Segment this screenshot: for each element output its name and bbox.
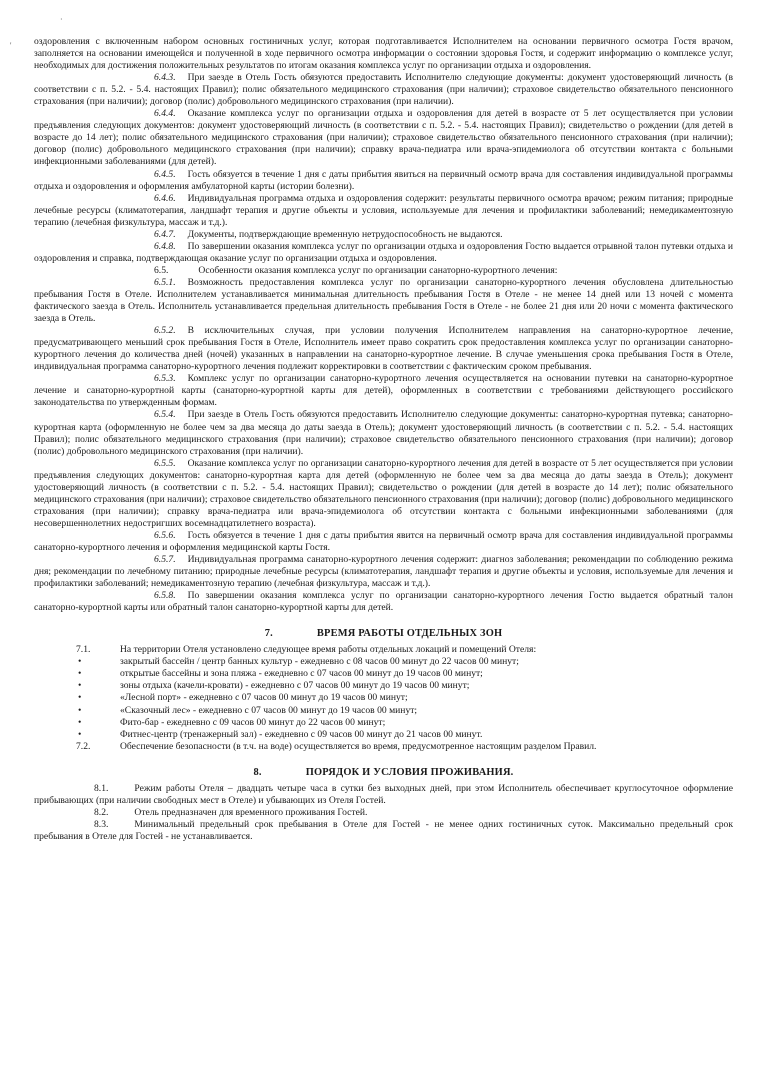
list-item	[34, 692, 733, 704]
list-item-text: закрытый бассейн / центр банных культур - ежедневно с 08 часов 00 минут до 22 часов 00 минут;	[120, 656, 519, 668]
clause-text: При заезде в Отель Гость обязуются предоставить Исполнителю следующие документы: документ удостоверяющий личность (в соответствии с п. 5.2. - 5.4. настоящих Правил); полис обязательного медицинского страхования (при наличии); страховое свидетельство обязательного пенсионного страхования (при наличии); договор (полис) добровольного медицинского страхования (при наличии).	[34, 72, 733, 108]
list-item-text: «Сказочный лес» - ежедневно с 07 часов 00 минут до 19 часов 00 минут;	[120, 704, 418, 716]
section-title-text: ПОРЯДОК И УСЛОВИЯ ПРОЖИВАНИЯ.	[305, 766, 514, 778]
clause-number: 6.5.5.	[154, 457, 176, 469]
section-8-heading	[34, 767, 733, 779]
clause-number: 6.4.3.	[154, 72, 176, 84]
clause-number: 6.4.4.	[154, 108, 176, 120]
clause-text: На территории Отеля установлено следующее время работы отдельных локаций и помещений Отеля:	[120, 644, 537, 656]
clause-8-3	[34, 819, 733, 843]
clause-8-1	[34, 783, 733, 807]
clause-number: 6.5.	[154, 264, 169, 276]
clause-number: 8.2.	[94, 806, 109, 818]
clause-number: 7.2.	[76, 740, 91, 752]
intro-paragraph: оздоровления с включенным набором основных гостиничных услуг, которая подготавливается Исполнителем на основании первичного осмотра Гостя врачом, заполняется на основании имеющейся и полученной в ходе первичного осмотра информации о состоянии здоровья Гостя, и содержит информацию о комплексе услуг, необходимых для достижения положительных результатов по итогам оказания комплекса услуг по организации отдыха и оздоровления.	[34, 36, 733, 72]
bullet-icon: •	[78, 680, 82, 692]
clause-6-4-6	[34, 193, 733, 229]
clause-text: По завершении оказания комплекса услуг по организации санаторно-курортного лечения Гостю выдается обратный талон санаторно-курортной карты или обратный талон санаторно-курортной карты для детей.	[34, 590, 733, 614]
clause-text: Обеспечение безопасности (в т.ч. на воде) осуществляется во время, предусмотренное настоящим разделом Правил.	[120, 740, 597, 752]
clause-6-4-5	[34, 169, 733, 193]
clause-number: 6.5.6.	[154, 529, 176, 541]
clause-text: Минимальный предельный срок пребывания в Отеле для Гостей - не менее одних гостиничных суток. Максимально предельный срок пребывания в Отеле для Гостей - не устанавливается.	[34, 818, 733, 842]
clause-number: 7.1.	[76, 644, 91, 656]
clause-text: Индивидуальная программа санаторно-курортного лечения содержит: диагноз заболевания; рекомендации по соблюдению режима дня; рекомендации по лечебному питанию; природные лечебные ресурсы (климатотерапия, ландшафт терапия и другие объекты и условия, используемые для лечения и профилактики заболеваний; немедикаментозную терапию (лечебная физкультура, массаж и т.д.).	[34, 554, 733, 590]
clause-number: 6.5.8.	[154, 590, 176, 602]
clause-number: 6.5.3.	[154, 373, 176, 385]
clause-text: Особенности оказания комплекса услуг по организации санаторно-курортного лечения:	[198, 264, 558, 276]
bullet-icon: •	[78, 716, 82, 728]
clause-number: 8.3.	[94, 818, 109, 830]
section-number: 8.	[253, 766, 262, 778]
clause-8-2	[34, 807, 733, 819]
clause-number: 6.5.4.	[154, 409, 176, 421]
clause-7-2	[34, 741, 733, 753]
clause-number: 6.5.1.	[154, 276, 176, 288]
clause-number: 6.5.2.	[154, 325, 176, 337]
clause-text: Комплекс услуг по организации санаторно-курортного лечения осуществляется на основании путевки на санаторно-курортное лечение и санаторно-курортной карты (санаторно-курортной карты для детей), оформленных в соответствии с требованиями действующего российского законодательства по утвержденным формам.	[34, 373, 733, 409]
clause-6-5	[34, 265, 733, 277]
section-8-body	[34, 783, 733, 843]
clause-number: 6.4.5.	[154, 168, 176, 180]
hours-list	[34, 656, 733, 740]
list-item-text: «Лесной порт» - ежедневно с 07 часов 00 минут до 19 часов 00 минут;	[120, 692, 408, 704]
list-item	[34, 668, 733, 680]
list-item	[34, 729, 733, 741]
clause-6-5-2	[34, 325, 733, 373]
clause-7-1	[34, 644, 733, 656]
list-item	[34, 656, 733, 668]
clause-6-4-8	[34, 241, 733, 265]
list-item	[34, 705, 733, 717]
clause-text: Оказание комплекса услуг по организации санаторно-курортного лечения для детей в возрасте от 5 лет осуществляется при условии предъявления следующих документов: санаторно-курортная карта для детей (оформленную не более чем за два месяца до даты заезда в Отель); документ удостоверяющий личность (в соответствии с п. 5.2. - 5.4. настоящих Правил); свидетельство о рождении (для детей в возрасте до 14 лет); полис обязательного медицинского страхования (при наличии); страховое свидетельство обязательного пенсионного страхования (при наличии); договор (полис) добровольного медицинского страхования (при наличии); справку врача-педиатра или врача-эпидемиолога об отсутствии контакта с больными инфекционными заболеваниями (для несовершеннолетних недостригших восемнадцатилетнего возраста).	[34, 457, 733, 529]
bullet-icon: •	[78, 692, 82, 704]
clause-6-4-4	[34, 108, 733, 168]
clause-6-5-6	[34, 530, 733, 554]
clause-6-5-7	[34, 554, 733, 590]
scan-mark: ·	[60, 15, 63, 24]
clause-text: Режим работы Отеля – двадцать четыре часа в сутки без выходных дней, при этом Исполнитель обеспечивает круглосуточное оформление прибывающих (при наличии свободных мест в Отеле) и убывающих из Отеля Гостей.	[34, 782, 733, 806]
clause-6-4-3	[34, 72, 733, 108]
list-item	[34, 680, 733, 692]
section-title-text: ВРЕМЯ РАБОТЫ ОТДЕЛЬНЫХ ЗОН	[316, 628, 503, 640]
clause-text: При заезде в Отель Гость обязуются предоставить Исполнителю следующие документы: санаторно-курортная путевка; санаторно-курортная карта (оформленную не более чем за два месяца до даты заезда в Отель); документ удостоверяющий личность (в соответствии с п. 5.2. - 5.4. настоящих Правил); полис обязательного медицинского страхования (при наличии); страховое свидетельство обязательного пенсионного страхования (при наличии); договор (полис) добровольного медицинского страхования (при наличии).	[34, 409, 733, 457]
list-item-text: Фито-бар - ежедневно с 09 часов 00 минут до 22 часов 00 минут;	[120, 716, 386, 728]
clause-text: В исключительных случая, при условии получения Исполнителем направления на санаторно-курортное лечение, предусматривающего меньший срок пребывания Гостя в Отеле, Исполнитель имеет право сократить срок предоставления комплекса услуг по организации санаторно-курортного лечения до количества дней (ночей) указанных в направлении на санаторно-курортное лечение. В случае уменьшения срока пребывания Гостя в Отеле, индивидуальная программа санаторно-курортного лечения подлежит корректировки в соответствии с фактическим сроком пребывания.	[34, 325, 733, 373]
clause-text: Гость обязуется в течение 1 дня с даты прибытия явится на первичный осмотр врача для составления индивидуальной программы санаторно-курортного лечения и оформления медицинской карты Гостя.	[34, 529, 733, 553]
bullet-icon: •	[78, 728, 82, 740]
clause-text: Индивидуальная программа отдыха и оздоровления содержит: результаты первичного осмотра врачом; режим питания; природные лечебные ресурсы (климатотерапия, ландшафт терапия и другие объекты и условия, используемые для лечения и профилактики заболеваний; немедикаментозную терапию (лечебная физкультура, массаж и т.д.).	[34, 192, 733, 228]
bullet-icon: •	[78, 704, 82, 716]
scan-mark: '	[10, 41, 12, 50]
clause-number: 8.1.	[94, 782, 109, 794]
clause-text: Гость обязуется в течение 1 дня с даты прибытия явиться на первичный осмотр врача для составления индивидуальной программы отдыха и оздоровления и оформления амбулаторной карты (истории болезни).	[34, 168, 733, 192]
clause-number: 6.4.7.	[154, 228, 176, 240]
section-number: 7.	[264, 628, 273, 640]
list-item-text: зоны отдыха (качели-кровати) - ежедневно с 07 часов 00 минут до 19 часов 00 минут;	[120, 680, 470, 692]
clause-text: Отель предназначен для временного проживания Гостей.	[134, 806, 368, 818]
clause-6-4-7	[34, 229, 733, 241]
bullet-icon: •	[78, 668, 82, 680]
list-item	[34, 717, 733, 729]
clause-text: Оказание комплекса услуг по организации отдыха и оздоровления для детей в возрасте от 5 лет осуществляется при условии предъявления следующих документов: документ удостоверяющий личность (в соответствии с п. 5.2. - 5.4. настоящих Правил); свидетельство о рождении (для детей в возрасте до 14 лет); полис обязательного медицинского страхования (при наличии); страховое свидетельство обязательного пенсионного страхования (при наличии); договор (полис) добровольного медицинского страхования (при наличии); справку врача-педиатра или врача-эпидемиолога об отсутствии контакта с больными инфекционными заболеваниями (для детей).	[34, 108, 733, 168]
bullet-icon: •	[78, 656, 82, 668]
list-item-text: Фитнес-центр (тренажерный зал) - ежедневно с 09 часов 00 минут до 21 часов 00 минут.	[120, 728, 483, 740]
clause-text: По завершении оказания комплекса услуг по организации отдыха и оздоровления Гостю выдается отрывной талон путевки отдыха и оздоровления и справка, подтверждающая оказание услуг по организации отдыха и оздоровления.	[34, 240, 733, 264]
clause-number: 6.4.6.	[154, 192, 176, 204]
clause-6-5-5	[34, 458, 733, 530]
section-7-heading	[34, 628, 733, 640]
clause-text: Возможность предоставления комплекса услуг по организации санаторно-курортного лечения обусловлена длительностью пребывания Гостя в Отеле. Исполнителем устанавливается минимальная длительность пребывания Гостя в Отеле - не менее 14 дней или 13 ночей с момента фактического заезда в Отель. Исполнитель устанавливается предельная длительность пребывания Гостя в Отеле - не более 21 дня или 20 ночи с момента фактического заезда в Отель.	[34, 276, 733, 325]
clause-6-5-4	[34, 409, 733, 457]
clause-number: 6.4.8.	[154, 240, 176, 252]
clause-6-5-1	[34, 277, 733, 325]
clause-text: Документы, подтверждающие временную нетрудоспособность не выдаются.	[187, 228, 503, 240]
clause-number: 6.5.7.	[154, 554, 176, 566]
list-item-text: открытые бассейны и зона пляжа - ежедневно с 07 часов 00 минут до 19 часов 00 минут;	[120, 668, 483, 680]
clause-6-5-3	[34, 373, 733, 409]
clause-6-5-8	[34, 590, 733, 614]
